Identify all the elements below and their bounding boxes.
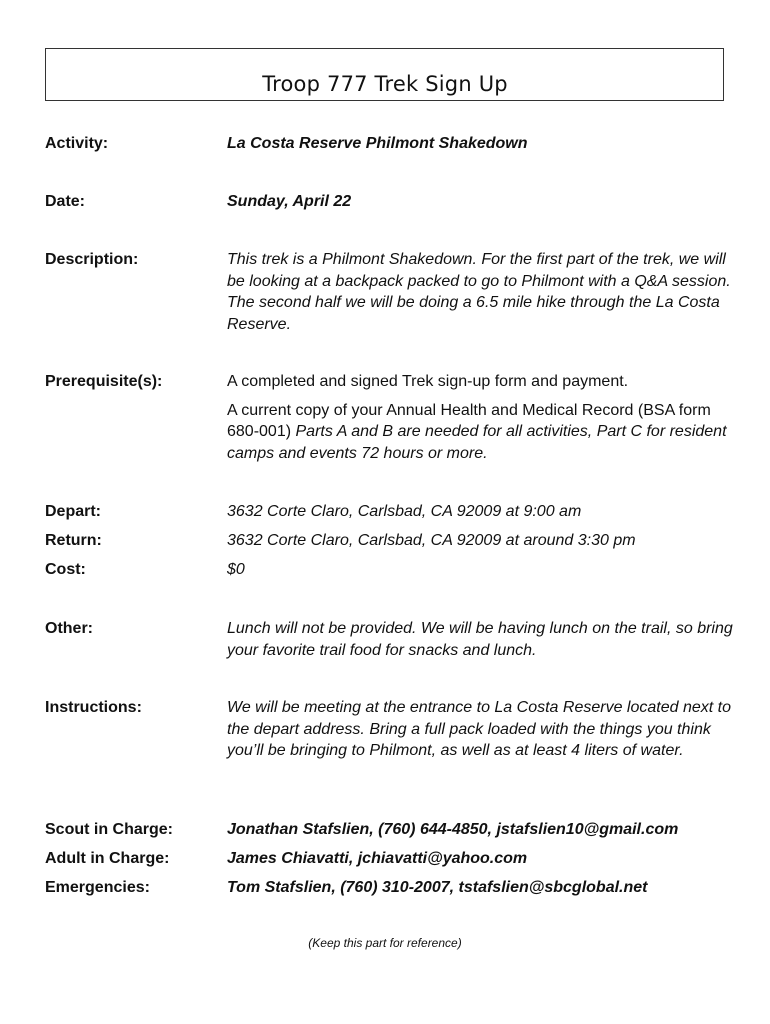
emergencies-label: Emergencies:	[45, 879, 150, 896]
adult-in-charge-value: James Chiavatti, jchiavatti@yahoo.com	[227, 850, 528, 867]
description-value: This trek is a Philmont Shakedown. For the first part of the trek, we will be looking at a backpack packed to go to Philmont with a Q&A session. The second half we will be doing a 6.5 mile hike through the La Costa Reserve.	[227, 251, 731, 333]
other-value: Lunch will not be provided. We will be having lunch on the trail, so bring your favorite trail food for snacks and lunch.	[227, 620, 733, 659]
other-label: Other:	[45, 620, 93, 637]
instructions-label: Instructions:	[45, 699, 142, 716]
depart-label: Depart:	[45, 503, 102, 520]
depart-value: 3632 Corte Claro, Carlsbad, CA 92009 at 9:00 am	[227, 503, 582, 520]
description-label: Description:	[45, 251, 139, 268]
page-title: Troop 777 Trek Sign Up	[262, 72, 508, 96]
reference-footnote: (Keep this part for reference)	[308, 936, 462, 950]
date-value: Sunday, April 22	[227, 193, 352, 210]
prerequisites-line2	[227, 400, 735, 465]
prerequisites-label: Prerequisite(s):	[45, 373, 163, 390]
return-label: Return:	[45, 532, 102, 549]
scout-in-charge-label: Scout in Charge:	[45, 821, 174, 838]
prerequisites-value	[227, 371, 735, 464]
title-box	[45, 48, 724, 101]
prerequisites-line2-italic: Parts A and B are needed for all activities, Part C for resident camps and events 72 hours or more.	[227, 423, 727, 462]
return-value: 3632 Corte Claro, Carlsbad, CA 92009 at around 3:30 pm	[227, 532, 636, 549]
activity-label: Activity:	[45, 135, 109, 152]
instructions-value: We will be meeting at the entrance to La Costa Reserve located next to the depart address. Bring a full pack loaded with the things you think you’ll be bringing to Philmont, as well as at least 4 liters of water.	[227, 699, 731, 759]
prerequisites-line2-plain: A current copy of your Annual Health and Medical Record (BSA form 680-001)	[227, 401, 711, 440]
emergencies-value: Tom Stafslien, (760) 310-2007, tstafslien@sbcglobal.net	[227, 879, 648, 896]
date-label: Date:	[45, 193, 86, 210]
prerequisites-line1: A completed and signed Trek sign-up form and payment.	[227, 373, 629, 390]
cost-label: Cost:	[45, 561, 86, 578]
cost-value: $0	[227, 561, 245, 578]
activity-value: La Costa Reserve Philmont Shakedown	[227, 135, 528, 152]
scout-in-charge-value: Jonathan Stafslien, (760) 644-4850, jstafslien10@gmail.com	[227, 821, 679, 838]
adult-in-charge-label: Adult in Charge:	[45, 850, 170, 867]
